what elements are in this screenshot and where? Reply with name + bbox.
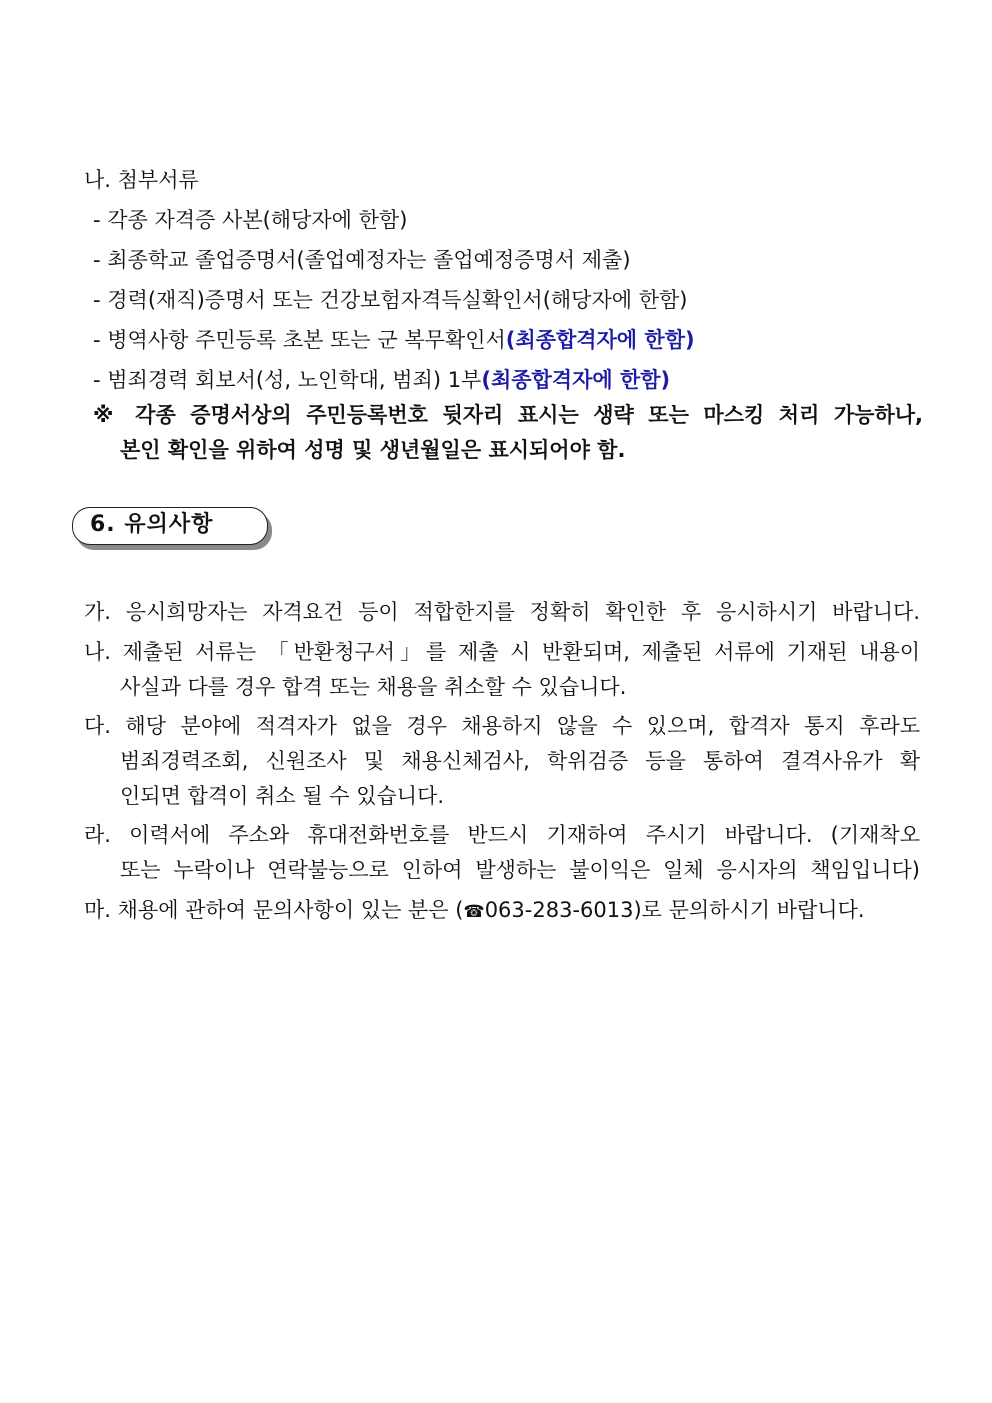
- attachments-heading: 나. 첨부서류: [84, 168, 199, 192]
- note-item-continued: 사실과 다를 경우 합격 또는 채용을 취소할 수 있습니다.: [120, 675, 627, 699]
- contact-text-after: )로 문의하시기 바랍니다.: [633, 898, 865, 922]
- attachment-item: [93, 205, 407, 235]
- attachment-item-text: - 병역사항 주민등록 초본 또는 군 복무확인서: [93, 328, 506, 352]
- phone-icon: ☎: [463, 902, 485, 922]
- contact-phone-number: 063-283-6013: [484, 898, 634, 922]
- attachment-item: [93, 245, 631, 275]
- warning-note-line2: 본인 확인을 위하여 성명 및 생년월일은 표시되어야 함.: [120, 438, 626, 462]
- contact-text-before: 마. 채용에 관하여 문의사항이 있는 분은 (: [84, 898, 464, 922]
- attachment-item: [93, 365, 670, 395]
- note-item: 가. 응시희망자는 자격요건 등이 적합한지를 정확히 확인한 후 응시하시기 바랍니다.: [84, 600, 920, 624]
- note-item-continued: 범죄경력조회, 신원조사 및 채용신체검사, 학위검증 등을 통하여 결격사유가 확: [120, 749, 920, 773]
- note-item-continued: 인되면 합격이 취소 될 수 있습니다.: [120, 784, 445, 808]
- final-candidate-note: (최종합격자에 한함): [481, 368, 671, 392]
- section-title: 6. 유의사항: [90, 512, 214, 537]
- note-item: 라. 이력서에 주소와 휴대전화번호를 반드시 기재하여 주시기 바랍니다. (기재착오: [84, 823, 920, 847]
- note-item-continued: 또는 누락이나 연락불능으로 인하여 발생하는 불이익은 일체 응시자의 책임입니다): [120, 858, 920, 882]
- attachment-item: [93, 325, 695, 355]
- attachment-item-text: - 각종 자격증 사본(해당자에 한함): [93, 208, 408, 232]
- note-item: 다. 해당 분야에 적격자가 없을 경우 채용하지 않을 수 있으며, 합격자 통지 후라도: [84, 714, 920, 738]
- note-item-contact: [84, 895, 865, 927]
- attachment-item: [93, 285, 687, 315]
- attachment-item-text: - 범죄경력 회보서(성, 노인학대, 범죄) 1부: [93, 368, 482, 392]
- attachment-item-text: - 경력(재직)증명서 또는 건강보험자격득실확인서(해당자에 한함): [93, 288, 688, 312]
- final-candidate-note: (최종합격자에 한함): [505, 328, 695, 352]
- note-item: 나. 제출된 서류는 「반환청구서」를 제출 시 반환되며, 제출된 서류에 기재된 내용이: [84, 640, 920, 664]
- warning-note-line1: ※ 각종 증명서상의 주민등록번호 뒷자리 표시는 생략 또는 마스킹 처리 가능하나,: [93, 403, 923, 427]
- attachment-item-text: - 최종학교 졸업증명서(졸업예정자는 졸업예정증명서 제출): [93, 248, 631, 272]
